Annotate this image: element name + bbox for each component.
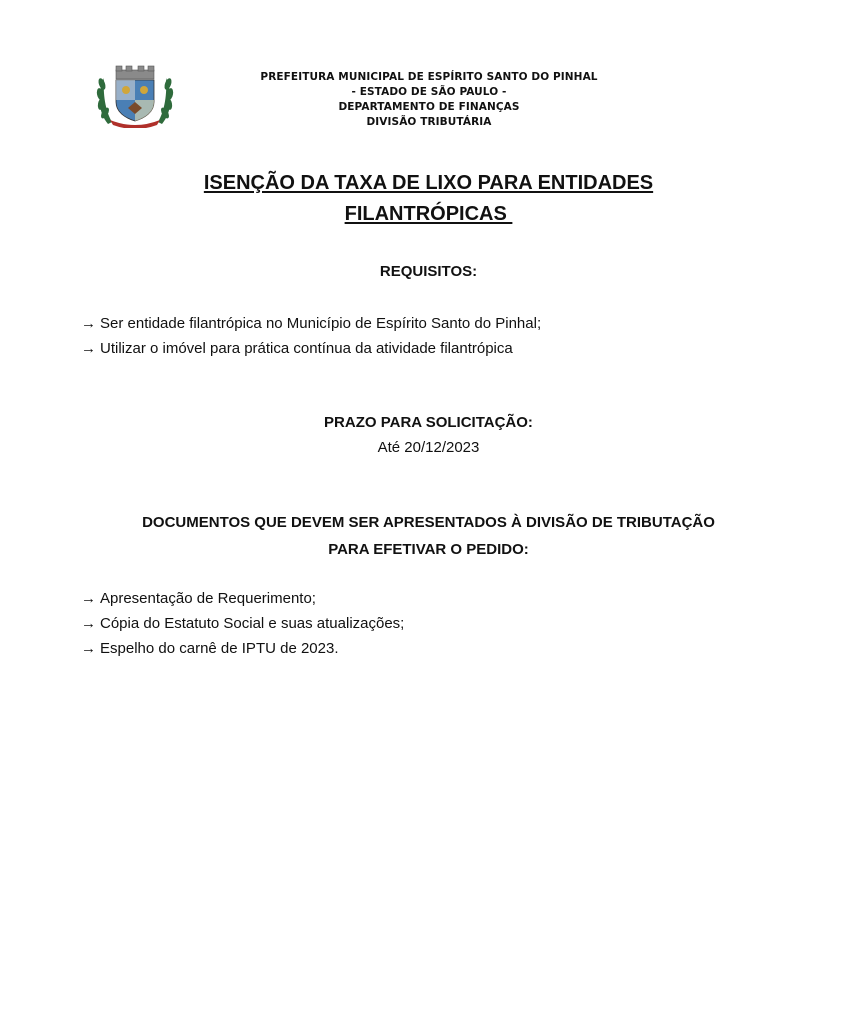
list-item-text: Apresentação de Requerimento; — [100, 590, 316, 607]
letterhead-department: DEPARTAMENTO DE FINANÇAS — [338, 101, 520, 113]
list-item-text: Ser entidade filantrópica no Município de Espírito Santo do Pinhal; — [100, 315, 542, 332]
list-item — [81, 636, 801, 661]
letterhead-division: DIVISÃO TRIBUTÁRIA — [366, 116, 492, 128]
letterhead — [210, 70, 648, 130]
prazo-heading: PRAZO PARA SOLICITAÇÃO: — [324, 414, 533, 431]
arrow-right-icon: → — [81, 315, 96, 332]
arrow-right-icon: → — [81, 590, 96, 607]
documentos-heading-line-2: PARA EFETIVAR O PEDIDO: — [328, 541, 529, 558]
arrow-right-icon: → — [81, 340, 96, 357]
prazo-deadline: Até 20/12/2023 — [377, 439, 480, 456]
list-item — [81, 311, 801, 336]
document-title-line-2: FILANTRÓPICAS — [344, 203, 513, 225]
list-item — [81, 336, 801, 361]
requisitos-heading: REQUISITOS: — [379, 263, 478, 280]
list-item — [81, 611, 801, 636]
document-title — [60, 168, 797, 230]
requisitos-list — [81, 311, 801, 361]
municipal-coat-of-arms-icon — [94, 64, 176, 128]
documentos-list — [81, 586, 801, 661]
list-item-text: Cópia do Estatuto Social e suas atualizações; — [100, 615, 405, 632]
arrow-right-icon: → — [81, 615, 96, 632]
documentos-heading-line-1: DOCUMENTOS QUE DEVEM SER APRESENTADOS À DIVISÃO DE TRIBUTAÇÃO — [142, 514, 715, 531]
arrow-right-icon: → — [81, 640, 96, 657]
list-item-text: Utilizar o imóvel para prática contínua da atividade filantrópica — [100, 340, 513, 357]
document-title-line-1: ISENÇÃO DA TAXA DE LIXO PARA ENTIDADES — [203, 172, 654, 194]
letterhead-municipality: PREFEITURA MUNICIPAL DE ESPÍRITO SANTO DO PINHAL — [260, 71, 598, 83]
list-item — [81, 586, 801, 611]
list-item-text: Espelho do carnê de IPTU de 2023. — [100, 640, 339, 657]
letterhead-state: - ESTADO DE SÃO PAULO - — [351, 86, 507, 98]
